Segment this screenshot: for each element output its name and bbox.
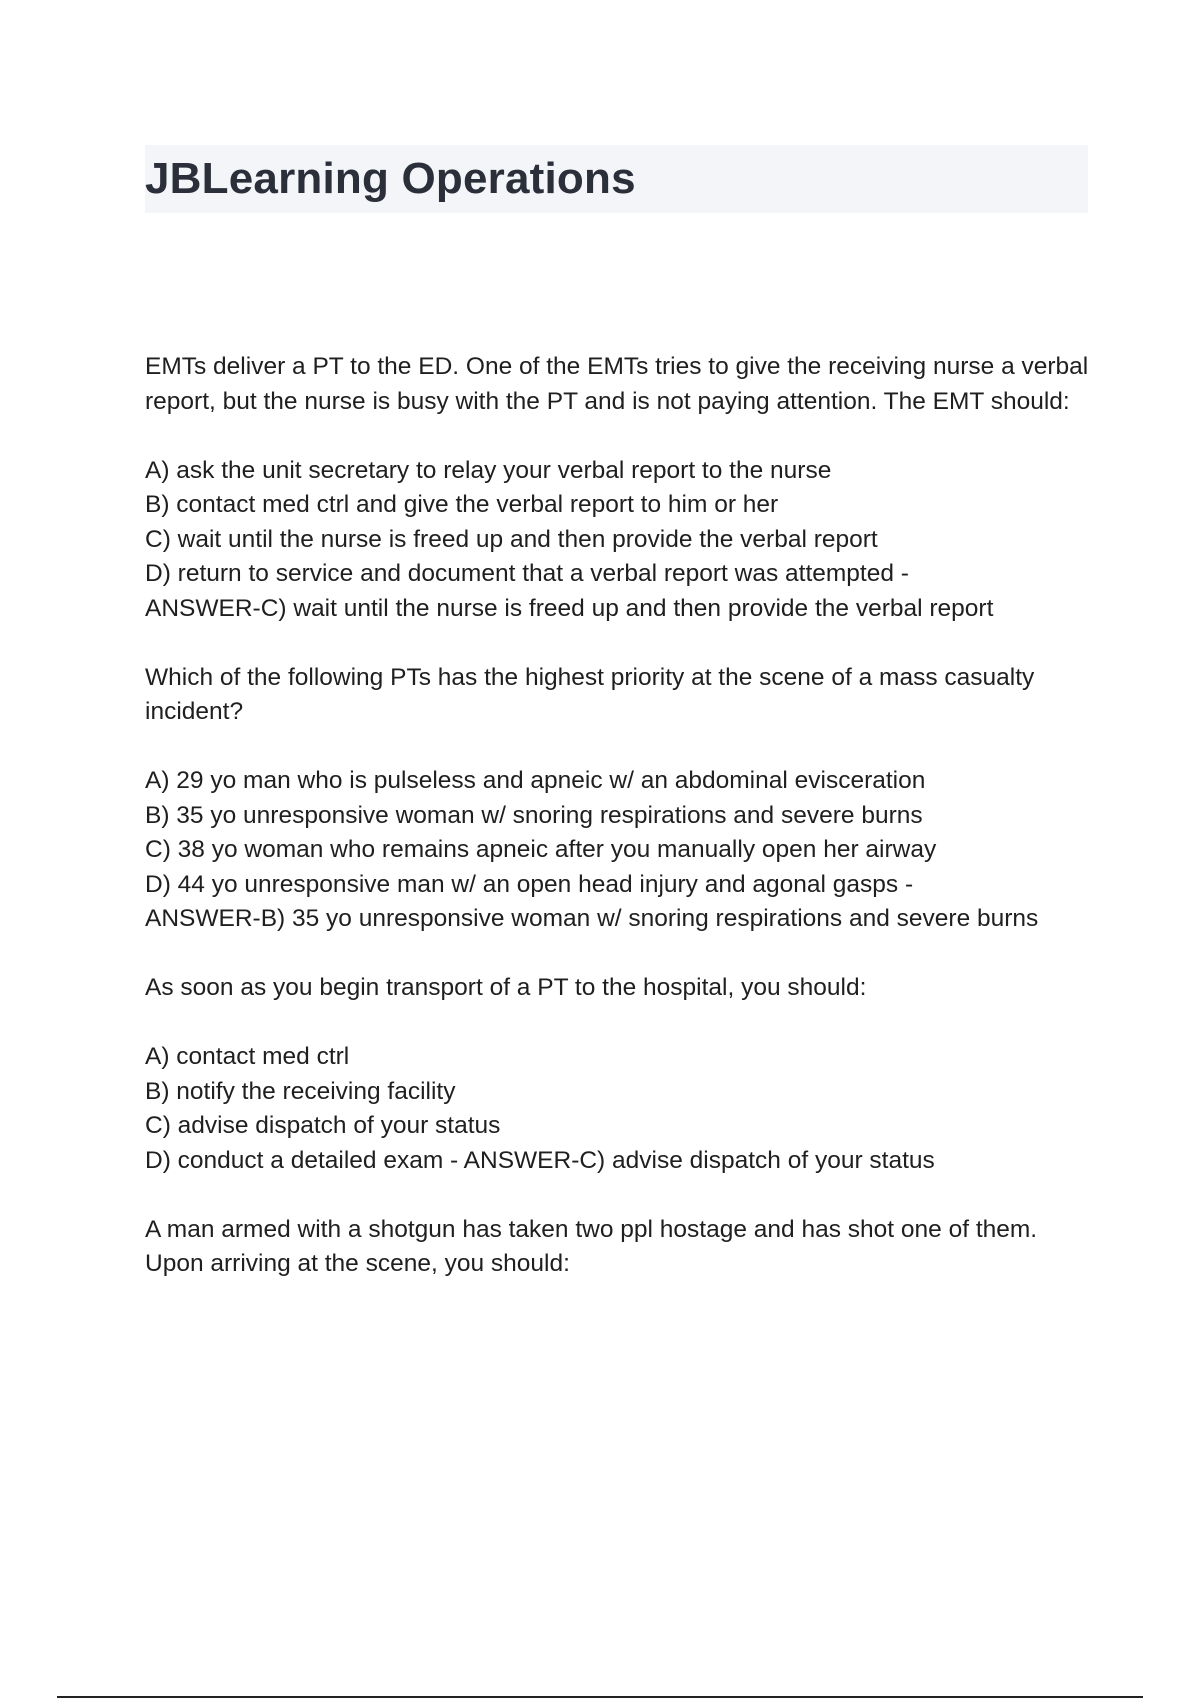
option-a: A) ask the unit secretary to relay your verbal report to the nurse xyxy=(145,456,832,484)
question-block-2 xyxy=(145,661,1090,937)
option-a: A) contact med ctrl xyxy=(145,1043,350,1070)
question-text: As soon as you begin transport of a PT to the hospital, you should: xyxy=(145,974,867,1001)
question-text: A man armed with a shotgun has taken two ppl hostage and has shot one of them. Upon arriving at the scene, you should: xyxy=(145,1215,1038,1277)
option-a: A) 29 yo man who is pulseless and apneic w/ an abdominal evisceration xyxy=(145,767,926,794)
option-c: C) advise dispatch of your status xyxy=(145,1112,501,1139)
answer-text: ANSWER-C) wait until the nurse is freed up and then provide the verbal report xyxy=(145,594,994,622)
question-text: EMTs deliver a PT to the ED. One of the EMTs tries to give the receiving nurse a verbal report, but the nurse is busy with the PT and is not paying attention. The EMT should: xyxy=(145,353,1089,415)
answer-text: ANSWER-B) 35 yo unresponsive woman w/ snoring respirations and severe burns xyxy=(145,905,1039,932)
option-b: B) contact med ctrl and give the verbal report to him or her xyxy=(145,491,779,518)
page-title: JBLearning Operations xyxy=(145,154,636,203)
option-c: C) wait until the nurse is freed up and then provide the verbal report xyxy=(145,525,878,553)
option-d: D) conduct a detailed exam - ANSWER-C) advise dispatch of your status xyxy=(145,1146,935,1174)
option-d: D) 44 yo unresponsive man w/ an open head injury and agonal gasps - xyxy=(145,870,914,898)
option-b: B) notify the receiving facility xyxy=(145,1077,456,1105)
question-list xyxy=(145,350,1090,1316)
question-text: Which of the following PTs has the highest priority at the scene of a mass casualty incident? xyxy=(145,663,1035,725)
option-c: C) 38 yo woman who remains apneic after you manually open her airway xyxy=(145,836,937,863)
option-d: D) return to service and document that a verbal report was attempted - xyxy=(145,560,909,587)
question-block-3 xyxy=(145,971,1090,1178)
option-b: B) 35 yo unresponsive woman w/ snoring respirations and severe burns xyxy=(145,801,923,829)
question-block-1 xyxy=(145,350,1090,626)
question-block-4 xyxy=(145,1213,1090,1282)
footer-divider xyxy=(57,1696,1143,1698)
